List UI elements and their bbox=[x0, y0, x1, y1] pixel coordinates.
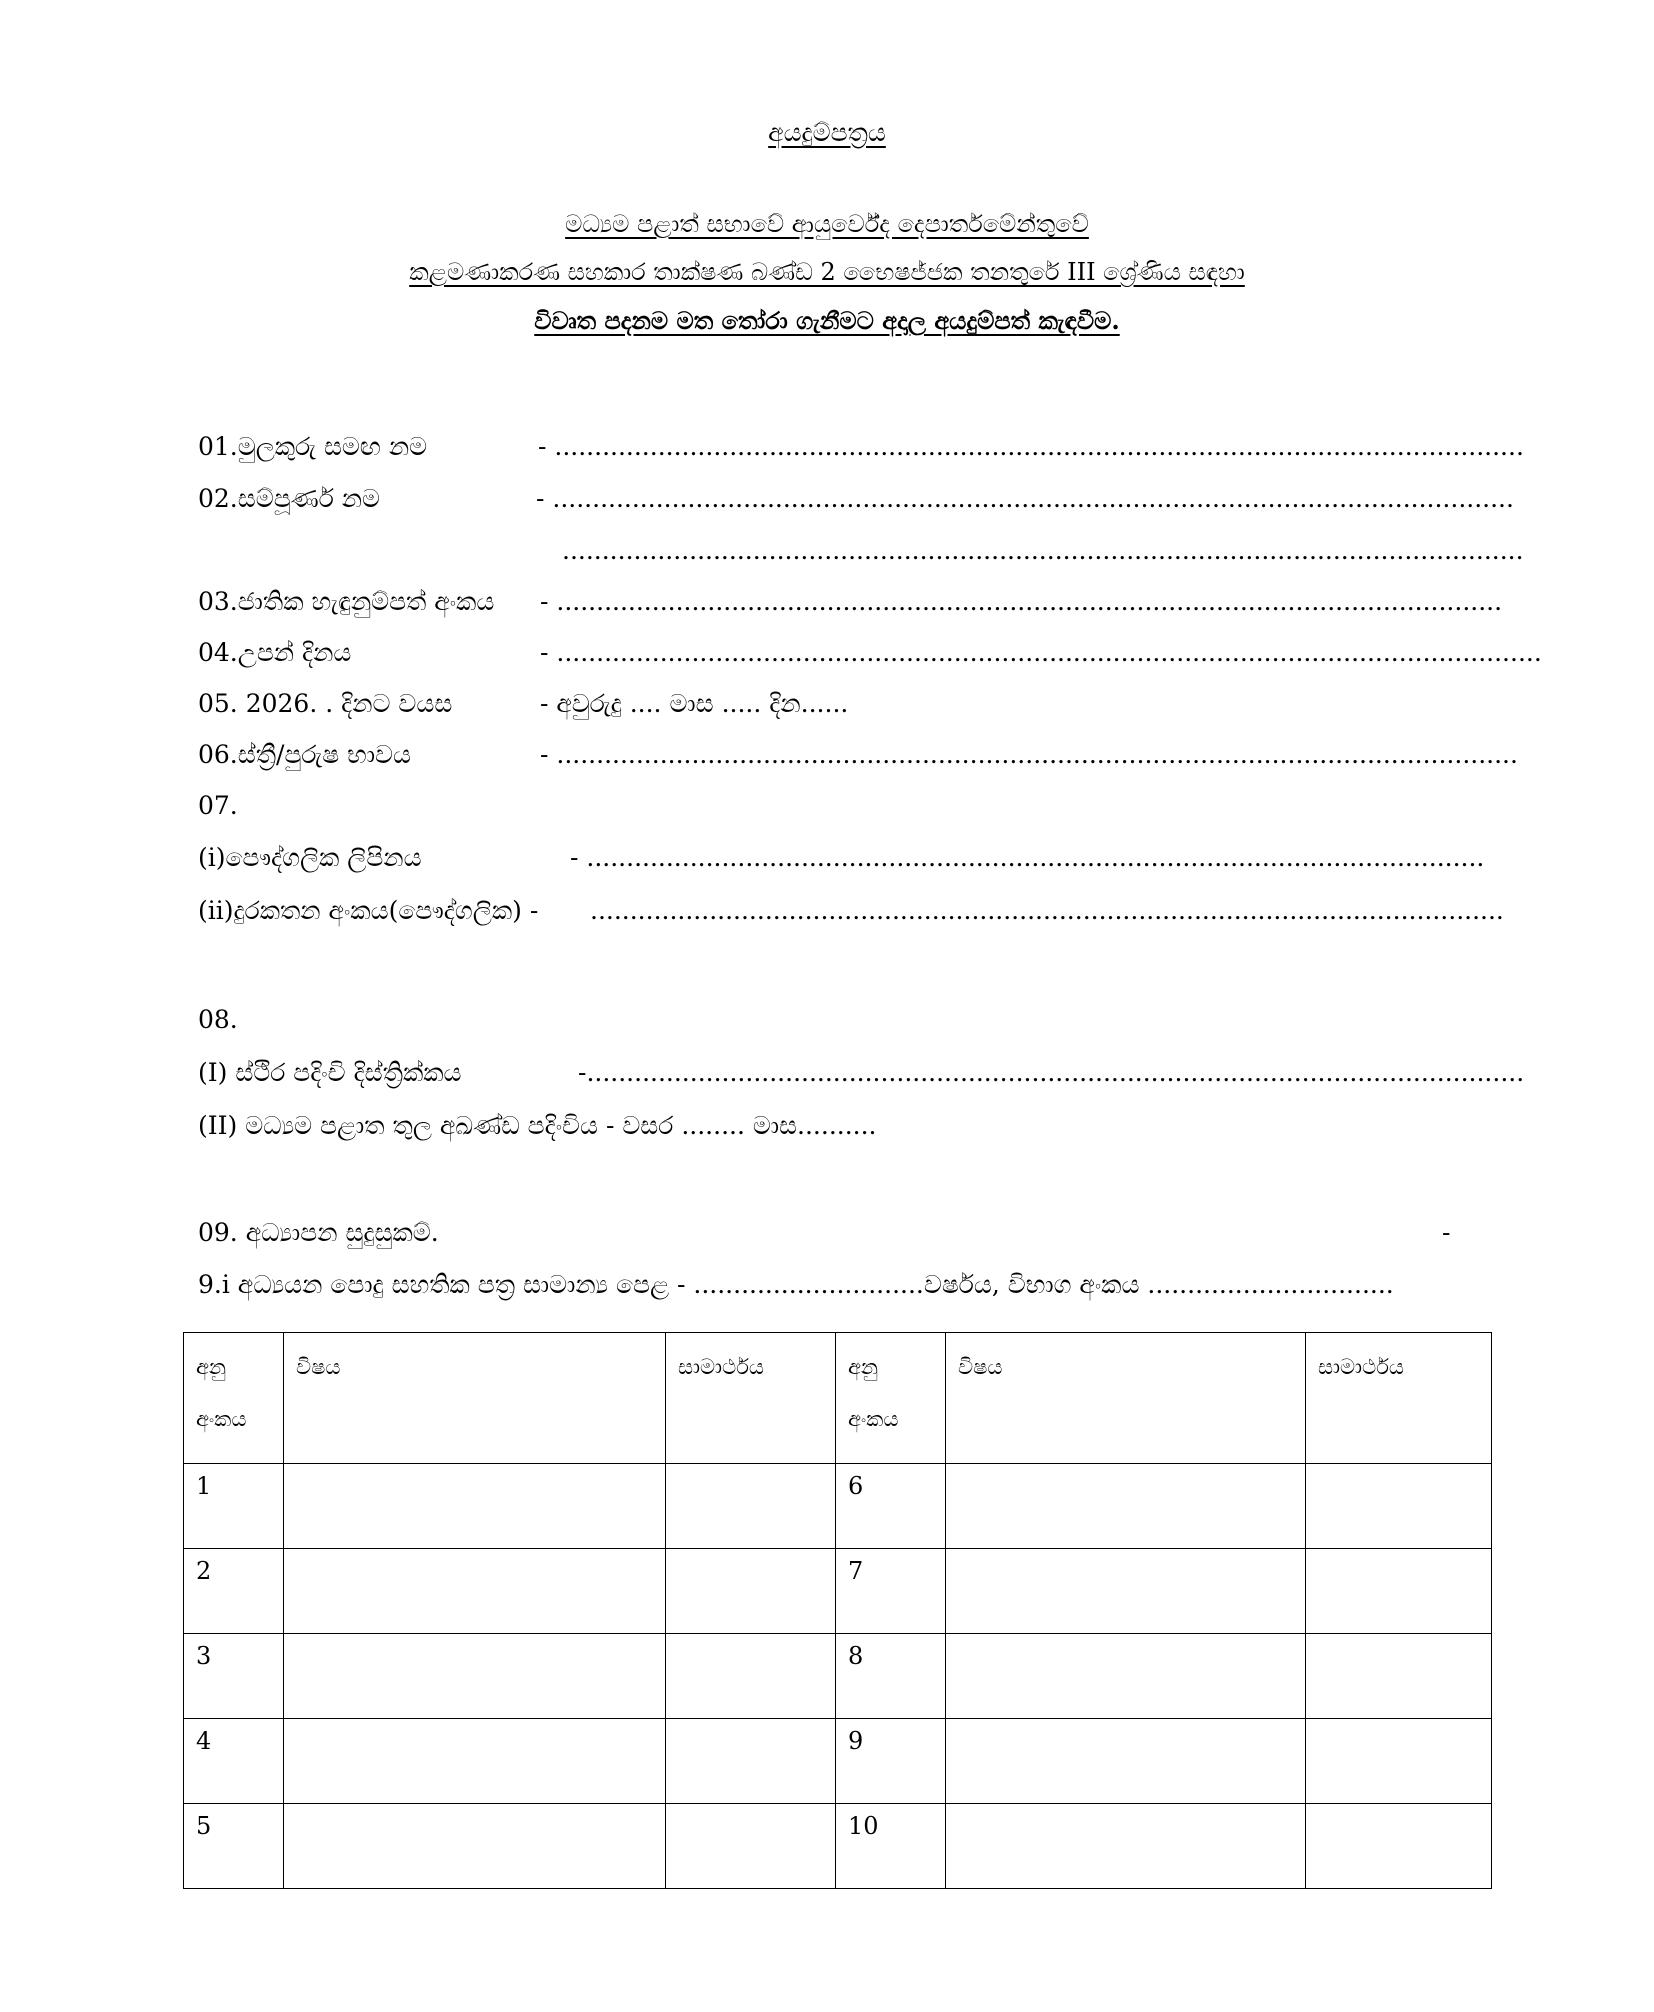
cell-serial-no: 2 bbox=[184, 1549, 284, 1634]
cell-grade[interactable] bbox=[1306, 1464, 1492, 1549]
subtitle-line-2: කළමණාකරණ සහකාර තාක්ෂණ බණ්ඩ 2 භෛෂජ්ජක තනතුරේ III ශ්‍රේණිය සඳහා bbox=[409, 258, 1245, 286]
cell-serial-no: 1 bbox=[184, 1464, 284, 1549]
cell-subject[interactable] bbox=[946, 1719, 1306, 1804]
field-fill-line[interactable]: - ....................................................................................................................... bbox=[540, 587, 1503, 616]
header-serial-no: අනු අංකය bbox=[836, 1333, 946, 1464]
cell-serial-no: 6 bbox=[836, 1464, 946, 1549]
header-grade: සාමාර්ථය bbox=[666, 1333, 836, 1464]
field-fill-line[interactable]: - ............................................................................................................................ bbox=[540, 638, 1542, 667]
cell-grade[interactable] bbox=[666, 1464, 836, 1549]
field-fill-line[interactable]: - අවුරුදු .... මාස ..... දින...... bbox=[540, 689, 849, 718]
cell-grade[interactable] bbox=[666, 1549, 836, 1634]
cell-serial-no: 4 bbox=[184, 1719, 284, 1804]
field-fill-line[interactable]: ................................................................................................................... bbox=[590, 896, 1504, 925]
header-subject: විෂය bbox=[284, 1333, 666, 1464]
subtitle-line-3: විවෘත පදනම මත තෝරා ගැනීමට අදාල අයදුම්පත් කැඳවීම. bbox=[534, 306, 1120, 335]
field-label: 01.මුලකුරු සමඟ නම bbox=[198, 432, 428, 461]
cell-serial-no: 3 bbox=[184, 1634, 284, 1719]
section-label: 08. bbox=[198, 1005, 238, 1034]
field-label: (II) මධ්‍යම පළාත තුල අඛණ්ඩ පදිංචිය - වසර ........ මාස.......... bbox=[198, 1111, 877, 1140]
cell-grade[interactable] bbox=[1306, 1634, 1492, 1719]
table-row bbox=[184, 1549, 1492, 1634]
cell-subject[interactable] bbox=[284, 1719, 666, 1804]
header-grade: සාමාර්ථය bbox=[1306, 1333, 1492, 1464]
cell-grade[interactable] bbox=[666, 1719, 836, 1804]
table-row bbox=[184, 1719, 1492, 1804]
cell-subject[interactable] bbox=[946, 1634, 1306, 1719]
cell-serial-no: 8 bbox=[836, 1634, 946, 1719]
cell-subject[interactable] bbox=[946, 1464, 1306, 1549]
ol-results-table bbox=[183, 1332, 1492, 1889]
cell-subject[interactable] bbox=[284, 1464, 666, 1549]
field-label: (I) ස්ථිර පදිංචි දිස්ත්‍රික්කය bbox=[198, 1058, 462, 1087]
field-label: (ii)දුරකතන අංකය(පෞද්ගලික) - bbox=[198, 896, 539, 925]
cell-grade[interactable] bbox=[1306, 1549, 1492, 1634]
form-title: අයදුම්පත්‍රය bbox=[768, 118, 886, 147]
subtitle-line-1: මධ්‍යම පළාත් සභාවේ ආයුර්වේද දෙපාර්තමේන්තුවේ bbox=[565, 210, 1089, 238]
table-row bbox=[184, 1634, 1492, 1719]
table-header-row bbox=[184, 1333, 1492, 1464]
field-label: 04.උපන් දිනය bbox=[198, 638, 352, 667]
cell-grade[interactable] bbox=[666, 1804, 836, 1889]
table-row bbox=[184, 1804, 1492, 1889]
section-label: 07. bbox=[198, 791, 238, 820]
cell-subject[interactable] bbox=[946, 1549, 1306, 1634]
cell-grade[interactable] bbox=[666, 1634, 836, 1719]
field-fill-line[interactable]: - .......................................................................................................................... bbox=[538, 432, 1524, 461]
cell-serial-no: 5 bbox=[184, 1804, 284, 1889]
cell-subject[interactable] bbox=[284, 1804, 666, 1889]
cell-serial-no: 9 bbox=[836, 1719, 946, 1804]
field-fill-line[interactable]: -...................................................................................................................... bbox=[578, 1058, 1525, 1087]
field-label: 06.ස්ත්‍රී/පුරුෂ භාවය bbox=[198, 740, 412, 769]
cell-subject[interactable] bbox=[946, 1804, 1306, 1889]
field-fill-line[interactable]: - ......................................................................................................................... bbox=[540, 740, 1518, 769]
cell-subject[interactable] bbox=[284, 1634, 666, 1719]
cell-serial-no: 7 bbox=[836, 1549, 946, 1634]
cell-serial-no: 10 bbox=[836, 1804, 946, 1889]
table-row bbox=[184, 1464, 1492, 1549]
section-label: 09. අධ්‍යාපන සුදුසුකම්. bbox=[198, 1218, 439, 1247]
field-label: 05. 2026. . දිනට වයස bbox=[198, 689, 453, 718]
field-fill-line[interactable]: ......................................................................................................................... bbox=[562, 536, 1524, 565]
cell-grade[interactable] bbox=[1306, 1719, 1492, 1804]
field-label: 02.සම්පූර්ණ නම bbox=[198, 484, 381, 513]
field-label: 03.ජාතික හැඳුනුම්පත් අංකය bbox=[198, 587, 495, 616]
cell-subject[interactable] bbox=[284, 1549, 666, 1634]
header-subject: විෂය bbox=[946, 1333, 1306, 1464]
field-fill-line[interactable]: - ................................................................................................................. bbox=[570, 843, 1485, 872]
field-fill-line[interactable]: - ......................................................................................................................... bbox=[536, 484, 1514, 513]
field-label: (i)පෞද්ගලික ලිපිනය bbox=[198, 843, 422, 872]
field-label: 9.i අධ්‍යයන පොදු සහතික පත්‍ර සාමාන්‍ය පෙළ - .............................වර්ෂය, විභාග අංකය ............................... bbox=[198, 1270, 1394, 1299]
section-dash: - bbox=[1442, 1218, 1451, 1247]
header-serial-no: අනු අංකය bbox=[184, 1333, 284, 1464]
cell-grade[interactable] bbox=[1306, 1804, 1492, 1889]
